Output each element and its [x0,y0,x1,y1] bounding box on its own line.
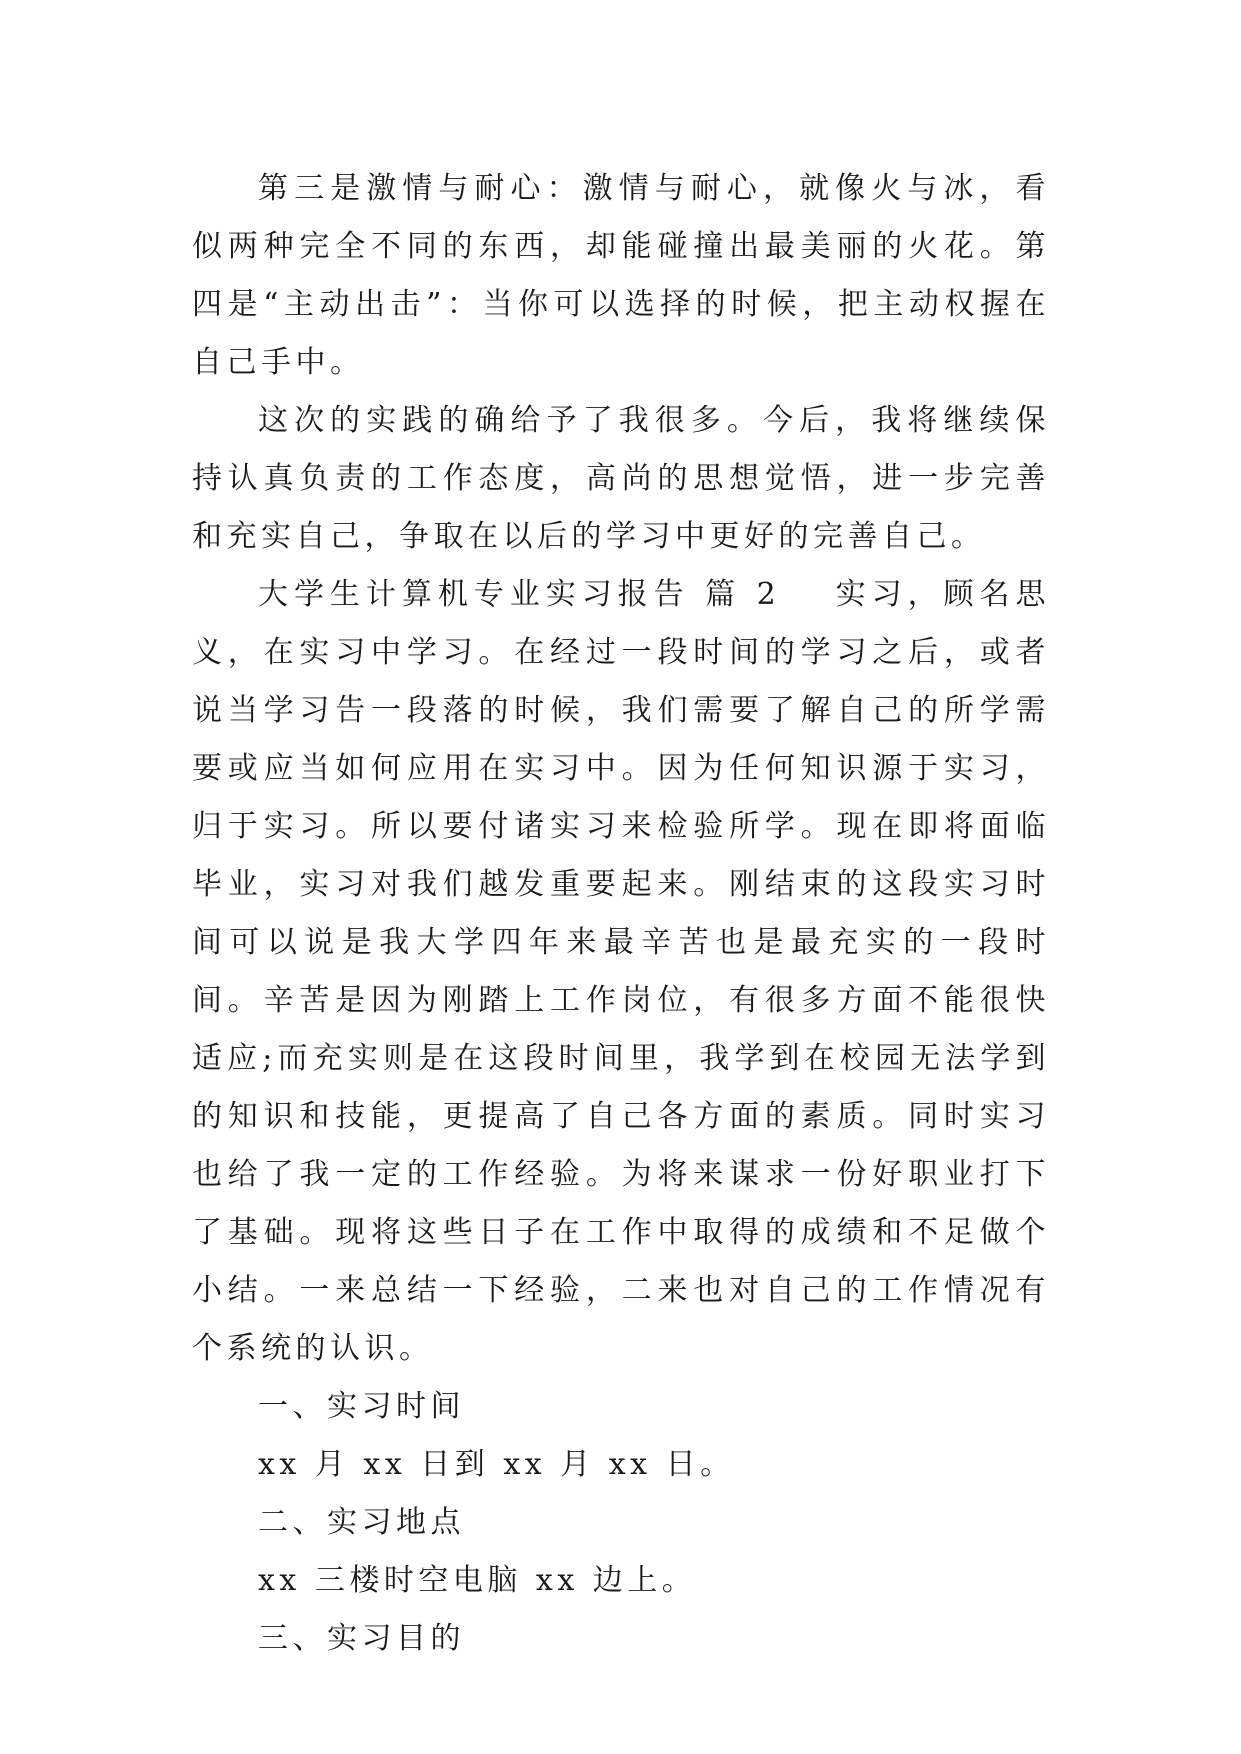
paragraph-practice-summary: 这次的实践的确给予了我很多。今后，我将继续保持认真负责的工作态度，高尚的思想觉悟，进一步完善和充实自己，争取在以后的学习中更好的完善自己。 [192,403,1050,554]
heading-internship-purpose: 三、实习目的 [258,1621,465,1656]
section-heading: 大学生计算机专业实习报告 篇 2 [258,577,781,612]
document-page [192,160,1050,1668]
internship-time-value: xx 月 xx 日到 xx 月 xx 日。 [258,1447,735,1482]
internship-location-value: xx 三楼时空电脑 xx 边上。 [258,1563,697,1598]
paragraph-passion-patience: 第三是激情与耐心：激情与耐心，就像火与冰，看似两种完全不同的东西，却能碰撞出最美丽的火花。第四是“主动出击”：当你可以选择的时候，把主动权握在自己手中。 [192,171,1050,380]
section-intro-text: 实习，顾名思义，在实习中学习。在经过一段时间的学习之后，或者说当学习告一段落的时候，我们需要了解自己的所学需要或应当如何应用在实习中。因为任何知识源于实习，归于实习。所以要付诸实习来检验所学。现在即将面临毕业，实习对我们越发重要起来。刚结束的这段实习时间可以说是我大学四年来最辛苦也是最充实的一段时间。辛苦是因为刚踏上工作岗位，有很多方面不能很快适应;而充实则是在这段时间里，我学到在校园无法学到的知识和技能，更提高了自己各方面的素质。同时实习也给了我一定的工作经验。为将来谋求一份好职业打下了基础。现将这些日子在工作中取得的成绩和不足做个小结。一来总结一下经验，二来也对自己的工作情况有个系统的认识。 [192,577,1050,1366]
paragraph-report-intro [192,566,1050,1378]
heading-internship-time: 一、实习时间 [258,1389,465,1424]
heading-internship-location: 二、实习地点 [258,1505,465,1540]
